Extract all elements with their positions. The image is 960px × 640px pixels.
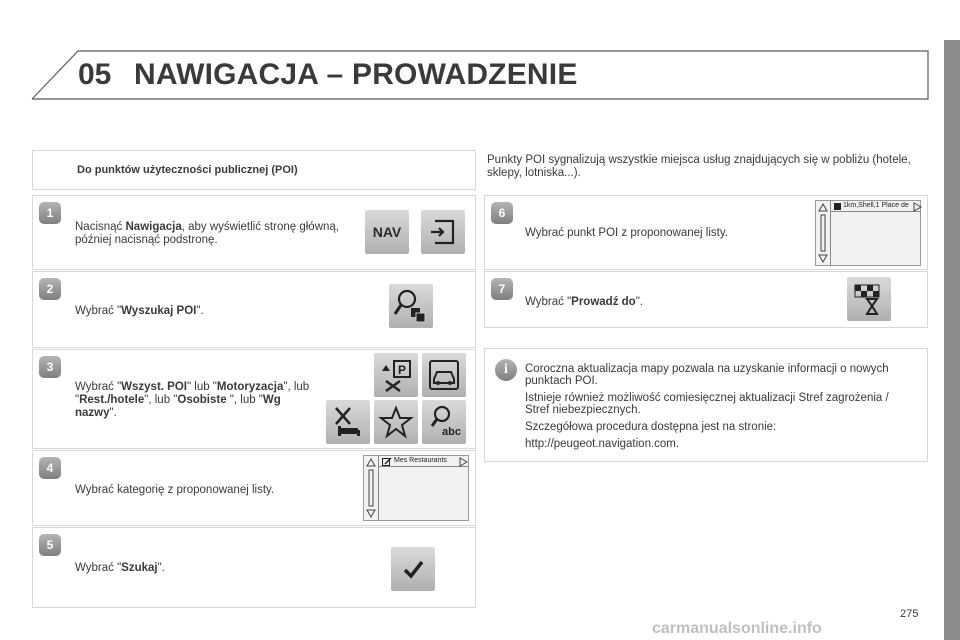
step-number-badge: 2 <box>39 278 61 300</box>
section-title: Do punktów użyteczności publicznej (POI) <box>77 164 298 176</box>
info-paragraph: Szczegółowa procedura dostępna jest na stronie: <box>525 421 777 433</box>
edit-icon <box>382 457 392 467</box>
all-poi-icon <box>374 353 418 397</box>
rest-hotel-button[interactable] <box>326 400 370 444</box>
automotive-button[interactable] <box>422 353 466 397</box>
all-poi-button[interactable] <box>374 353 418 397</box>
search-confirm-button[interactable] <box>391 547 435 591</box>
info-paragraph: Coroczna aktualizacja mapy pozwala na uzyskanie informacji o nowych punktach POI. <box>525 363 889 387</box>
search-poi-button[interactable] <box>389 284 433 328</box>
step-2 <box>32 271 476 348</box>
step-4 <box>32 450 476 526</box>
step-5 <box>32 527 476 608</box>
step-text: Wybrać "Prowadź do". <box>525 296 643 308</box>
info-box <box>484 348 928 462</box>
info-link[interactable]: http://peugeot.navigation.com. <box>525 438 680 450</box>
by-name-button[interactable] <box>422 400 466 444</box>
section-header <box>32 150 476 190</box>
side-tab-strip <box>944 40 960 640</box>
step-number-badge: 1 <box>39 202 61 224</box>
guide-to-button[interactable] <box>847 277 891 321</box>
page-number: 275 <box>900 608 919 620</box>
step-text: Wybrać "Wyszukaj POI". <box>75 305 204 317</box>
star-icon <box>374 400 418 444</box>
chapter-number: 05 <box>78 58 112 91</box>
info-icon: i <box>495 359 517 381</box>
step-text: Wybrać "Szukaj". <box>75 562 165 574</box>
step-number-badge: 3 <box>39 356 61 378</box>
step-number-badge: 4 <box>39 457 61 479</box>
category-list-screen[interactable] <box>363 455 469 521</box>
step-1 <box>32 195 476 270</box>
car-icon <box>422 353 466 397</box>
watermark: carmanualsonline.info <box>652 620 822 637</box>
step-3 <box>32 349 476 449</box>
step-text: Wybrać kategorię z proponowanej listy. <box>75 484 275 496</box>
restaurant-hotel-icon <box>326 400 370 444</box>
step-7 <box>484 271 928 328</box>
submenu-button[interactable] <box>421 210 465 254</box>
nav-button-label: NAV <box>372 224 402 240</box>
personal-button[interactable] <box>374 400 418 444</box>
step-6 <box>484 195 928 270</box>
arrow-right-icon <box>458 457 468 467</box>
svg-text:P: P <box>398 363 407 377</box>
abc-label: abc <box>442 426 461 438</box>
step-text: Wybrać punkt POI z proponowanej listy. <box>525 227 728 239</box>
step-number-badge: 6 <box>491 202 513 224</box>
search-poi-icon <box>389 284 433 328</box>
step-text: Nacisnąć Nawigacja, aby wyświetlić stronę główną, później nacisnąć podstronę. <box>75 221 339 246</box>
step-text: Wybrać "Wszyst. POI" lub "Motoryzacja", lub "Rest./hotele", lub "Osobiste ", lub "Wg nazwy". <box>75 381 310 419</box>
intro-text: Punkty POI sygnalizują wszystkie miejsca usług znajdujących się w pobliżu (hotele, sklepy, lotniska...). <box>487 154 911 179</box>
step-number-badge: 5 <box>39 534 61 556</box>
submenu-icon <box>421 210 465 254</box>
step-number-badge: 7 <box>491 278 513 300</box>
checkmark-icon <box>391 547 435 591</box>
nav-button[interactable] <box>365 210 409 254</box>
list-item-restaurants: Mes Restaurants <box>394 457 447 464</box>
finish-flag-icon <box>847 277 891 321</box>
list-item-poi: 1km,Shell,1 Place de <box>843 202 909 209</box>
info-paragraph: Istnieje również możliwość comiesięcznej aktualizacji Stref zagrożenia / Stref niebezpiecznych. <box>525 392 889 416</box>
scroll-bar-icon <box>816 201 830 265</box>
poi-list-screen[interactable] <box>815 200 921 266</box>
poi-marker-icon <box>834 203 841 210</box>
page-title: NAWIGACJA – PROWADZENIE <box>134 58 578 91</box>
arrow-right-icon <box>912 202 922 212</box>
scroll-bar-icon <box>364 456 378 520</box>
